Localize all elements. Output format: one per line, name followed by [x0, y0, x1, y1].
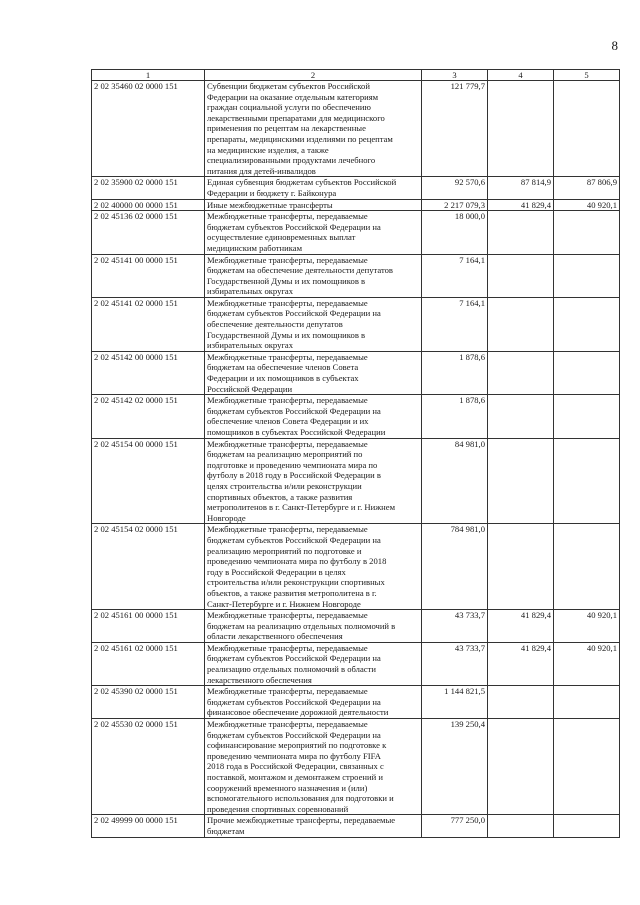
- column-header-3: 3: [422, 70, 488, 81]
- budget-code-cell: 2 02 45530 02 0000 151: [92, 719, 205, 815]
- budget-code-cell: 2 02 45141 02 0000 151: [92, 297, 205, 351]
- value-col3-cell: 121 779,7: [422, 81, 488, 177]
- description-cell: Межбюджетные трансферты, передаваемые бюджетам на реализацию отдельных полномочий в области лекарственного обеспечения: [205, 610, 422, 643]
- value-col5-cell: 87 806,9: [554, 177, 620, 199]
- table-row: [92, 254, 620, 297]
- value-col5-cell: 40 920,1: [554, 610, 620, 643]
- description-cell: Межбюджетные трансферты, передаваемые бюджетам субъектов Российской Федерации на софинансирование мероприятий по подготовке к проведению чемпионата мира по футболу FIFA 2018 года в Российской Федерации, связанных с поставкой, монтажом и демонтажем строений и сооружений временного назначения и (или) вспомогательного использования для подготовки и проведения спортивных соревнований: [205, 719, 422, 815]
- budget-code-cell: 2 02 45390 02 0000 151: [92, 686, 205, 719]
- value-col4-cell: [488, 719, 554, 815]
- table-row: [92, 351, 620, 394]
- table-row: [92, 81, 620, 177]
- description-cell: Межбюджетные трансферты, передаваемые бюджетам субъектов Российской Федерации на реализацию мероприятий по подготовке и проведению чемпионата мира по футболу в 2018 году в Российской Федерации в целях строительства и/или реконструкции спортивных объектов, а также развития метрополитена в г. Санкт-Петербурге и г. Нижнем Новгороде: [205, 524, 422, 610]
- table-row: [92, 686, 620, 719]
- value-col5-cell: 40 920,1: [554, 199, 620, 211]
- budget-code-cell: 2 02 49999 00 0000 151: [92, 815, 205, 837]
- value-col3-cell: 784 981,0: [422, 524, 488, 610]
- value-col4-cell: 41 829,4: [488, 610, 554, 643]
- table-row: [92, 199, 620, 211]
- description-cell: Межбюджетные трансферты, передаваемые бюджетам субъектов Российской Федерации на реализацию отдельных полномочий в области лекарственного обеспечения: [205, 642, 422, 685]
- table-row: [92, 524, 620, 610]
- budget-code-cell: 2 02 45142 00 0000 151: [92, 351, 205, 394]
- value-col5-cell: [554, 438, 620, 524]
- budget-code-cell: 2 02 45142 02 0000 151: [92, 395, 205, 438]
- value-col4-cell: [488, 211, 554, 254]
- value-col4-cell: [488, 395, 554, 438]
- value-col5-cell: [554, 81, 620, 177]
- column-header-1: 1: [92, 70, 205, 81]
- description-cell: Единая субвенция бюджетам субъектов Российской Федерации и бюджету г. Байконура: [205, 177, 422, 199]
- description-cell: Межбюджетные трансферты, передаваемые бюджетам субъектов Российской Федерации на осуществление единовременных выплат медицинским работникам: [205, 211, 422, 254]
- description-cell: Иные межбюджетные трансферты: [205, 199, 422, 211]
- table-row: [92, 177, 620, 199]
- description-cell: Межбюджетные трансферты, передаваемые бюджетам субъектов Российской Федерации на финансовое обеспечение дорожной деятельности: [205, 686, 422, 719]
- description-cell: Межбюджетные трансферты, передаваемые бюджетам на обеспечение членов Совета Федерации и их помощников в субъектах Российской Федерации: [205, 351, 422, 394]
- value-col5-cell: [554, 211, 620, 254]
- value-col4-cell: [488, 438, 554, 524]
- budget-code-cell: 2 02 40000 00 0000 151: [92, 199, 205, 211]
- column-header-4: 4: [488, 70, 554, 81]
- table-row: [92, 438, 620, 524]
- value-col3-cell: 1 144 821,5: [422, 686, 488, 719]
- budget-code-cell: 2 02 45161 02 0000 151: [92, 642, 205, 685]
- value-col3-cell: 139 250,4: [422, 719, 488, 815]
- value-col5-cell: [554, 719, 620, 815]
- value-col3-cell: 43 733,7: [422, 642, 488, 685]
- value-col5-cell: [554, 297, 620, 351]
- value-col5-cell: [554, 524, 620, 610]
- value-col4-cell: [488, 254, 554, 297]
- value-col4-cell: [488, 686, 554, 719]
- value-col3-cell: 18 000,0: [422, 211, 488, 254]
- budget-code-cell: 2 02 45141 00 0000 151: [92, 254, 205, 297]
- budget-code-cell: 2 02 45161 00 0000 151: [92, 610, 205, 643]
- description-cell: Межбюджетные трансферты, передаваемые бюджетам на обеспечение деятельности депутатов Государственной Думы и их помощников в избирательных округах: [205, 254, 422, 297]
- value-col5-cell: [554, 686, 620, 719]
- budget-code-cell: 2 02 45154 02 0000 151: [92, 524, 205, 610]
- budget-code-cell: 2 02 35460 02 0000 151: [92, 81, 205, 177]
- table-body: [92, 81, 620, 838]
- table-row: [92, 211, 620, 254]
- table-row: [92, 642, 620, 685]
- table-header-row: [92, 70, 620, 81]
- value-col3-cell: 84 981,0: [422, 438, 488, 524]
- value-col5-cell: [554, 815, 620, 837]
- value-col3-cell: 43 733,7: [422, 610, 488, 643]
- description-cell: Субвенции бюджетам субъектов Российской Федерации на оказание отдельным категориям граждан социальной услуги по обеспечению лекарственными препаратами для медицинского применения по рецептам на лекарственные препараты, медицинскими изделиями по рецептам на медицинские изделия, а также специализированными продуктами лечебного питания для детей-инвалидов: [205, 81, 422, 177]
- description-cell: Межбюджетные трансферты, передаваемые бюджетам субъектов Российской Федерации на обеспечение деятельности депутатов Государственной Думы и их помощников в избирательных округах: [205, 297, 422, 351]
- value-col3-cell: 1 878,6: [422, 395, 488, 438]
- value-col5-cell: [554, 351, 620, 394]
- value-col4-cell: [488, 815, 554, 837]
- value-col4-cell: [488, 351, 554, 394]
- description-cell: Межбюджетные трансферты, передаваемые бюджетам на реализацию мероприятий по подготовке и проведению чемпионата мира по футболу в 2018 году в Российской Федерации в целях строительства и/или реконструкции спортивных объектов, а также развития метрополитенов в г. Санкт-Петербурге и г. Нижнем Новгороде: [205, 438, 422, 524]
- value-col3-cell: 1 878,6: [422, 351, 488, 394]
- value-col4-cell: [488, 297, 554, 351]
- budget-code-cell: 2 02 35900 02 0000 151: [92, 177, 205, 199]
- value-col3-cell: 92 570,6: [422, 177, 488, 199]
- value-col4-cell: 41 829,4: [488, 199, 554, 211]
- table-row: [92, 815, 620, 837]
- description-cell: Межбюджетные трансферты, передаваемые бюджетам субъектов Российской Федерации на обеспечение членов Совета Федерации и их помощников в субъектах Российской Федерации: [205, 395, 422, 438]
- table-row: [92, 610, 620, 643]
- column-header-5: 5: [554, 70, 620, 81]
- value-col5-cell: [554, 254, 620, 297]
- value-col3-cell: 2 217 079,3: [422, 199, 488, 211]
- value-col3-cell: 7 164,1: [422, 297, 488, 351]
- value-col3-cell: 777 250,0: [422, 815, 488, 837]
- page-number: 8: [611, 38, 618, 53]
- budget-code-cell: 2 02 45136 02 0000 151: [92, 211, 205, 254]
- column-header-2: 2: [205, 70, 422, 81]
- value-col3-cell: 7 164,1: [422, 254, 488, 297]
- table-row: [92, 719, 620, 815]
- budget-table: [91, 69, 620, 838]
- value-col4-cell: [488, 81, 554, 177]
- table-row: [92, 297, 620, 351]
- description-cell: Прочие межбюджетные трансферты, передаваемые бюджетам: [205, 815, 422, 837]
- value-col5-cell: [554, 395, 620, 438]
- value-col4-cell: 41 829,4: [488, 642, 554, 685]
- budget-code-cell: 2 02 45154 00 0000 151: [92, 438, 205, 524]
- value-col5-cell: 40 920,1: [554, 642, 620, 685]
- value-col4-cell: 87 814,9: [488, 177, 554, 199]
- table-row: [92, 395, 620, 438]
- value-col4-cell: [488, 524, 554, 610]
